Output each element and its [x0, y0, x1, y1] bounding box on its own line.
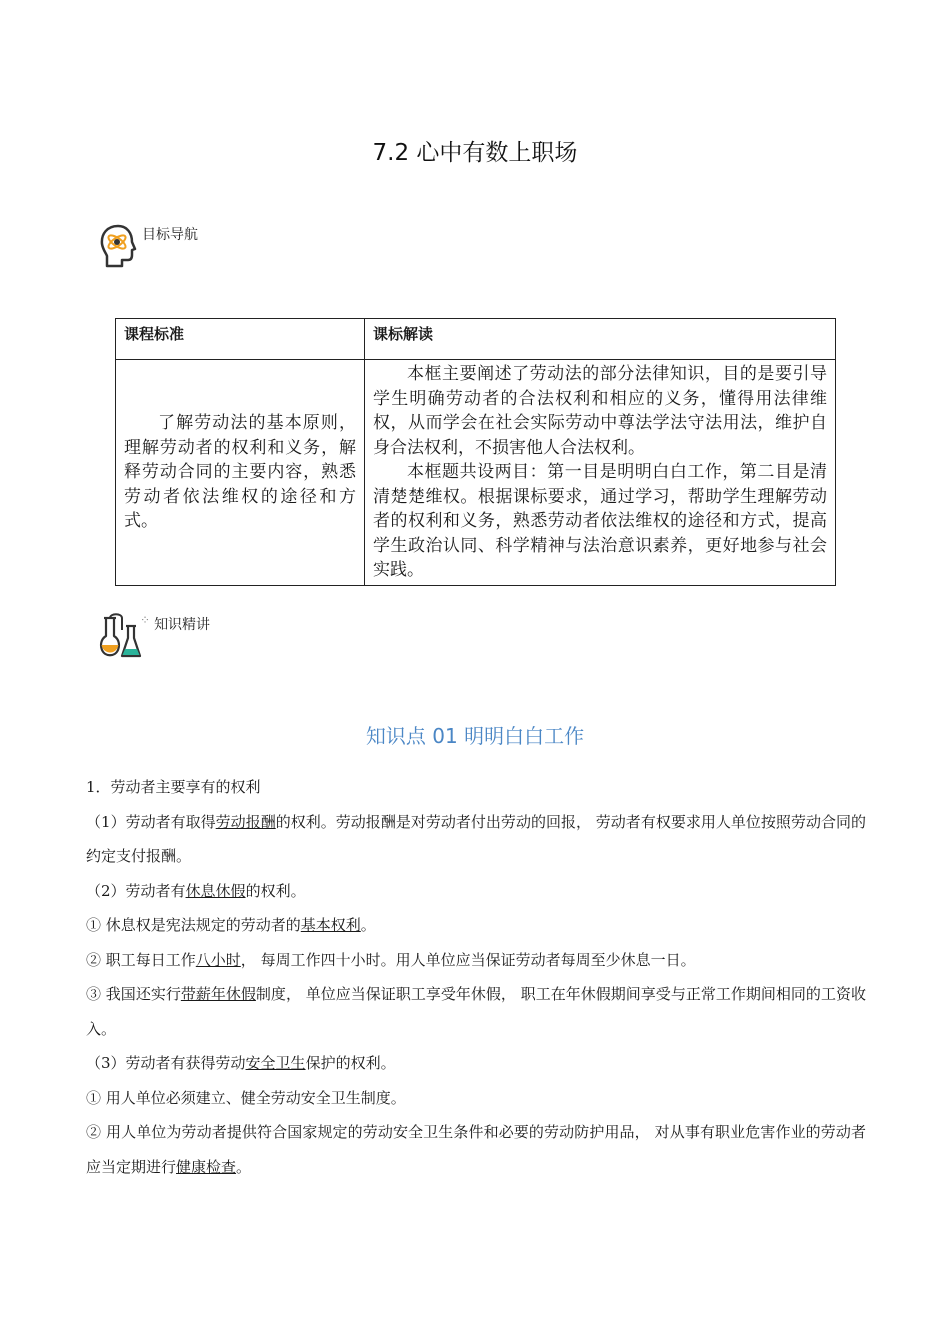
paragraph: （3）劳动者有获得劳动安全卫生保护的权利。: [86, 1054, 396, 1072]
goal-nav-header: [98, 222, 198, 270]
underlined-term: 劳动报酬: [215, 812, 276, 831]
underlined-term: 带薪年休假: [180, 985, 256, 1003]
head-gears-icon: [98, 222, 138, 270]
underlined-term: 健康检查: [176, 1157, 237, 1176]
paragraph: ① 休息权是宪法规定的劳动者的基本权利。: [86, 916, 376, 934]
paragraph: ③ 我国还实行带薪年休假制度， 单位应当保证职工享受年休假， 职工在年休假期间享受与正常工作期间相同的工资收入。: [86, 985, 866, 1038]
curriculum-table: [115, 318, 836, 586]
heading-rights: 1．劳动者主要享有的权利: [86, 778, 261, 796]
paragraph: （2）劳动者有休息休假的权利。: [86, 881, 306, 900]
table-cell-interpretation: [365, 360, 836, 586]
knowledge-point-title: 知识点 01 明明白白工作: [365, 724, 585, 748]
knowledge-header: [98, 612, 210, 660]
underlined-term: 八小时: [195, 950, 241, 969]
interpretation-para-1: 本框主要阐述了劳动法的部分法律知识，目的是要引导学生明确劳动者的合法权利和相应的义务，懂得用法律维权，从而学会在社会实际劳动中尊法学法守法用法，维护自身合法权利，不损害他人合法权利。: [373, 364, 827, 458]
underlined-term: 基本权利: [300, 916, 361, 934]
content-body: [86, 770, 866, 1184]
underlined-term: 休息休假: [185, 881, 246, 900]
paragraph: （1）劳动者有取得劳动报酬的权利。劳动报酬是对劳动者付出劳动的回报， 劳动者有权要求用人单位按照劳动合同的约定支付报酬。: [86, 812, 866, 865]
table-cell-standard: [116, 360, 365, 586]
sparkle-icon: ⁘: [140, 613, 151, 627]
interpretation-para-2: 本框题共设两目：第一目是明明白白工作，第二目是清清楚楚维权。根据课标要求，通过学习，帮助学生理解劳动者的权利和义务，熟悉劳动者依法维权的途径和方式，提高学生政治认同、科学精神与法治意识素养，更好地参与社会实践。: [373, 462, 827, 580]
paragraph: ② 用人单位为劳动者提供符合国家规定的劳动安全卫生条件和必要的劳动防护用品， 对从事有职业危害作业的劳动者应当定期进行健康检查。: [86, 1123, 866, 1176]
standard-text: 了解劳动法的基本原则，理解劳动者的权利和义务，解释劳动合同的主要内容，熟悉劳动者依法维权的途径和方式。: [124, 413, 356, 531]
table-header: 课标解读: [365, 319, 836, 360]
table-header-row: [116, 319, 836, 360]
goal-nav-label: 目标导航: [142, 227, 198, 243]
paragraph: ② 职工每日工作八小时， 每周工作四十小时。用人单位应当保证劳动者每周至少休息一日。: [86, 950, 696, 969]
underlined-term: 安全卫生: [245, 1054, 306, 1072]
page-title: 7.2 心中有数上职场: [372, 140, 578, 166]
knowledge-label: 知识精讲: [154, 617, 211, 633]
table-header: 课程标准: [116, 319, 365, 360]
table-row: [116, 360, 836, 586]
paragraph: ① 用人单位必须建立、健全劳动安全卫生制度。: [86, 1088, 406, 1107]
lab-flask-icon: [98, 612, 144, 660]
